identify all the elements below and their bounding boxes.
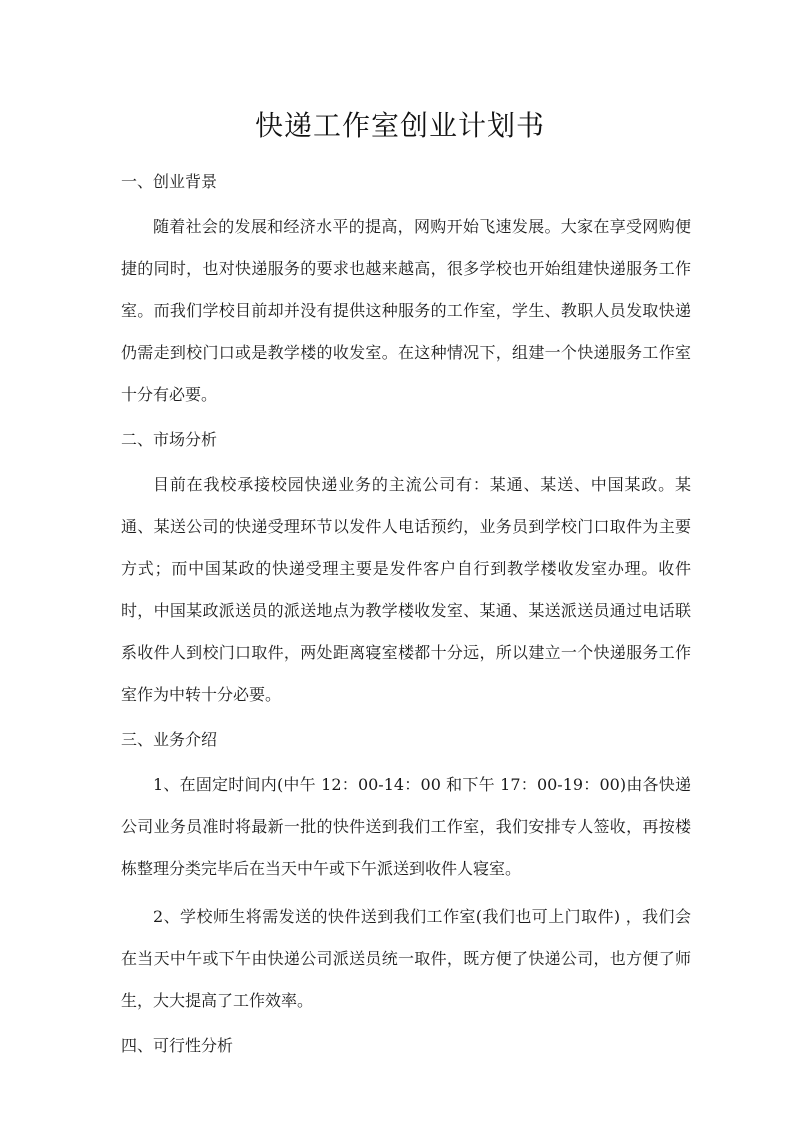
paragraph-business-intro-2: 2、学校师生将需发送的快件送到我们工作室(我们也可上门取件) ，我们会在当天中午或下午由快递公司派送员统一取件，既方便了快递公司，也方便了师生，大大提高了工作效率。 — [121, 907, 691, 1010]
section-heading-background: 一、创业背景 — [121, 172, 218, 191]
section-heading-market-analysis: 二、市场分析 — [121, 430, 218, 449]
document-title: 快递工作室创业计划书 — [254, 109, 545, 142]
section-heading-feasibility: 四、可行性分析 — [121, 1036, 234, 1055]
paragraph-market-analysis: 目前在我校承接校园快递业务的主流公司有：某通、某送、中国某政。某通、某送公司的快递受理环节以发件人电话预约，业务员到学校门口取件为主要方式；而中国某政的快递受理主要是发件客户自行到教学楼收发室办理。收件时，中国某政派送员的派送地点为教学楼收发室、某通、某送派送员通过电话联系收件人到校门口取件，两处距离寝室楼都十分远，所以建立一个快递服务工作室作为中转十分必要。 — [121, 475, 691, 704]
paragraph-background: 随着社会的发展和经济水平的提高，网购开始飞速发展。大家在享受网购便捷的同时，也对快递服务的要求也越来越高，很多学校也开始组建快递服务工作室。而我们学校目前却并没有提供这种服务的工作室，学生、教职人员发取快递仍需走到校门口或是教学楼的收发室。在这种情况下，组建一个快递服务工作室十分有必要。 — [121, 217, 691, 404]
section-heading-business-intro: 三、业务介绍 — [121, 730, 218, 749]
paragraph-business-intro-1: 1、在固定时间内(中午 12：00-14：00 和下午 17：00-19：00)由各快递公司业务员准时将最新一批的快件送到我们工作室，我们安排专人签收，再按楼栋整理分类完毕后在当天中午或下午派送到收件人寝室。 — [121, 775, 691, 878]
document-body — [121, 164, 691, 1070]
